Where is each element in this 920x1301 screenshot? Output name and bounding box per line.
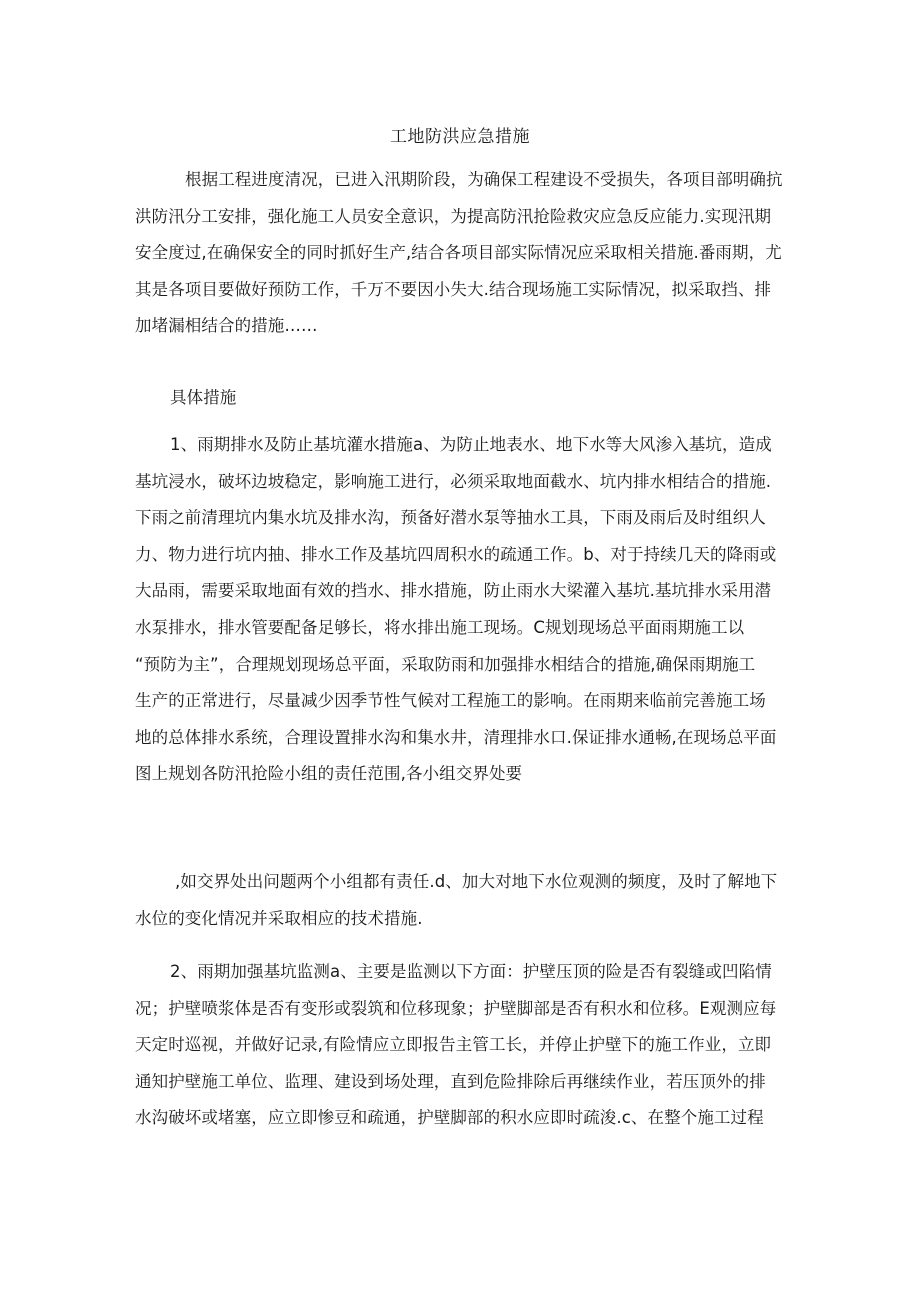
paragraph-line: 力、物力进行坑内抽、排水工作及基坑四周积水的疏通工作。b、对于持续几天的降雨或 [135,544,777,564]
paragraph-line: 洪防汛分工安排，强化施工人员安全意识，为提高防汛抢险救灾应急反应能力.实现汛期 [135,206,772,226]
intro-paragraph [135,162,795,345]
paragraph-line: “预防为主”，合理规划现场总平面，采取防雨和加强排水相结合的措施,确保雨期施工 [135,654,756,674]
paragraph-line: 水沟破坏或堵塞，应立即惨豆和疏通，护壁脚部的积水应即时疏浚.c、在整个施工过程 [135,1108,764,1128]
paragraph-line: 生产的正常进行，尽量减少因季节性气候对工程施工的影响。在雨期来临前完善施工场 [135,691,766,711]
paragraph-line: 天定时巡视，并做好记录,有险情应立即报告主管工长，并停止护壁下的施工作业，立即 [135,1035,772,1055]
item-1-continuation [135,864,795,937]
paragraph-line: 根据工程进度清况，已进入汛期阶段，为确保工程建设不受损失，各项目部明确抗 [185,170,783,189]
paragraph-line: ,如交界处出问题两个小组都有责任.d、加大对地下水位观测的频度，及时了解地下 [175,872,778,891]
paragraph-line: 水位的变化情况并采取相应的技术措施. [135,908,423,928]
paragraph-line: 1、雨期排水及防止基坑灌水措施a、为防止地表水、地下水等大风渗入基坑，造成 [170,435,772,454]
paragraph-line: 加堵漏相结合的措施…… [135,316,318,336]
paragraph-line: 基坑浸水，破坏边坡稳定，影响施工进行，必须采取地面截水、坑内排水相结合的措施. [135,471,772,491]
page-title: 工地防洪应急措施 [390,127,530,147]
item-2-paragraph [135,954,795,1137]
item-1-paragraph [135,427,795,793]
paragraph-line: 其是各项目要做好预防工作，千万不要因小失大.结合现场施工实际情况，拟采取挡、排 [135,279,772,299]
paragraph-line: 地的总体排水系统，合理设置排水沟和集水井，清理排水口.保证排水通畅,在现场总平面 [135,727,777,747]
section-heading: 具体措施 [170,388,237,407]
section-heading-block [135,380,795,417]
paragraph-line: 水泵排水，排水管要配备足够长，将水排出施工现场。C规划现场总平面雨期施工以 [135,617,745,637]
paragraph-line: 2、雨期加强基坑监测a、主要是监测以下方面：护壁压顶的险是否有裂缝或凹陷情 [170,962,772,981]
paragraph-line: 况；护壁喷浆体是否有变形或裂筑和位移现象；护壁脚部是否有积水和位移。E观测应每 [135,998,777,1018]
paragraph-line: 图上规划各防汛抢险小组的责任范围,各小组交界处要 [135,764,523,784]
paragraph-line: 安全度过,在确保安全的同时抓好生产,结合各项目部实际情况应采取相关措施.番雨期，尤 [135,243,782,263]
paragraph-line: 下雨之前清理坑内集水坑及排水沟，预备好潜水泵等抽水工具，下雨及雨后及时组织人 [135,508,766,528]
paragraph-line: 通知护壁施工单位、监理、建设到场处理，直到危险排除后再继续作业，若压顶外的排 [135,1071,766,1091]
paragraph-line: 大品雨，需要采取地面有效的挡水、排水措施，防止雨水大梁灌入基坑.基坑排水采用潜 [135,581,772,601]
